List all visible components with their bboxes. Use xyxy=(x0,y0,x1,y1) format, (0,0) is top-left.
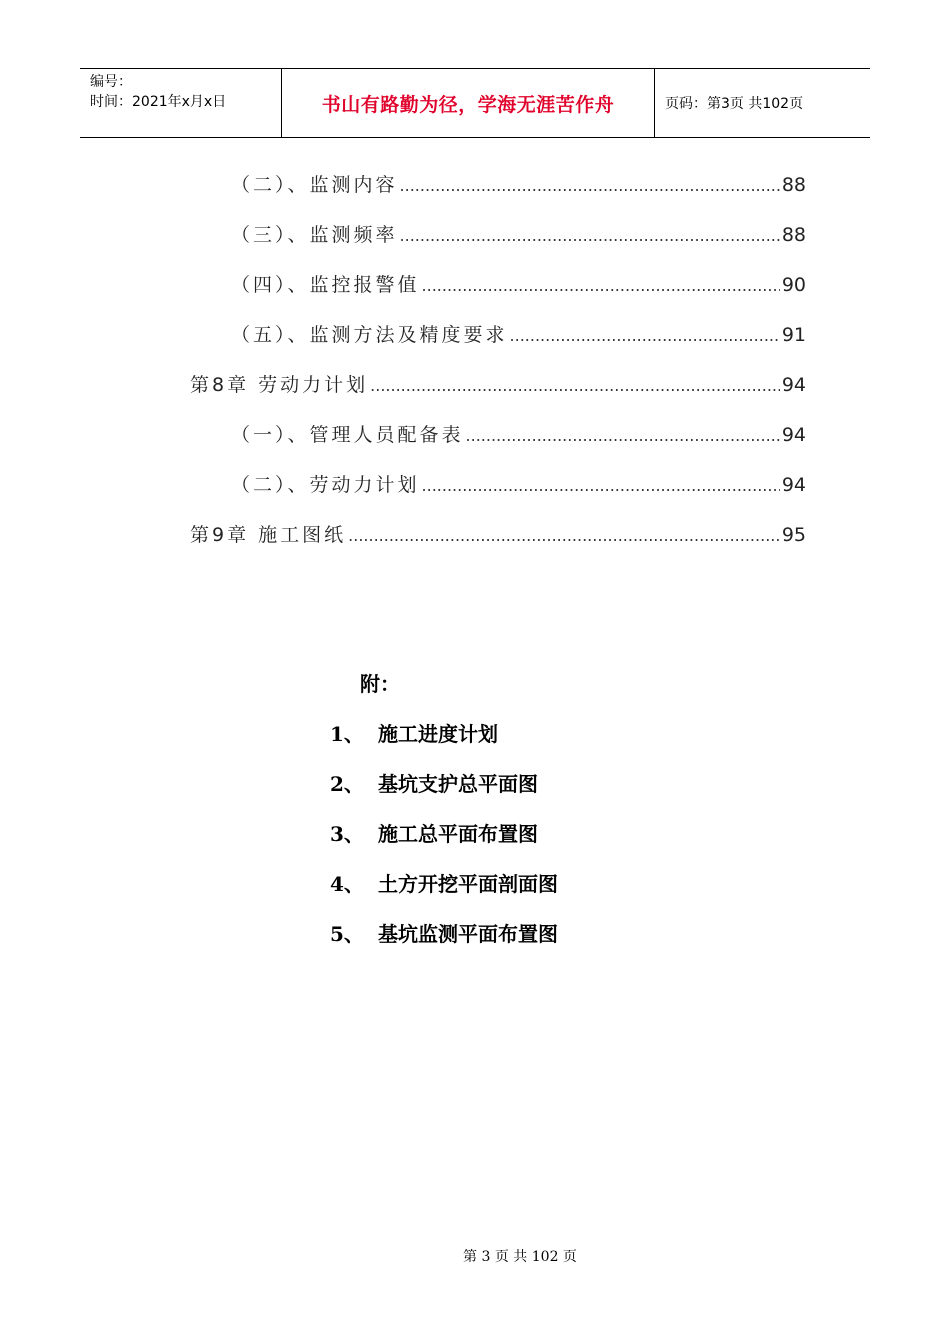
toc-chapter[interactable] xyxy=(190,370,806,397)
appendix-title: 附： xyxy=(360,672,400,696)
toc-leader xyxy=(348,526,780,545)
toc-entry[interactable] xyxy=(231,470,806,497)
appendix-item-number: 2、 xyxy=(330,772,364,796)
toc-entry[interactable] xyxy=(231,170,806,197)
footer-page-number: 第 3 页 共 102 页 xyxy=(463,1249,577,1265)
appendix-item-text: 土方开挖平面剖面图 xyxy=(378,872,558,896)
toc-chapter[interactable] xyxy=(190,520,806,547)
appendix-item xyxy=(330,818,538,847)
toc-leader xyxy=(370,376,780,395)
toc-entry[interactable] xyxy=(231,320,806,347)
toc-leader xyxy=(400,226,780,245)
appendix-item-text: 基坑支护总平面图 xyxy=(378,772,538,796)
toc-entry-label: （四）、监控报警值 xyxy=(231,274,420,296)
appendix-item-number: 4、 xyxy=(330,872,364,896)
page-header xyxy=(80,68,870,138)
page-footer xyxy=(0,1246,950,1266)
header-motto: 书山有路勤为径，学海无涯苦作舟 xyxy=(282,69,655,137)
appendix-item xyxy=(330,768,538,797)
toc-entry-page: 88 xyxy=(781,224,806,246)
number-label: 编号： xyxy=(90,74,132,90)
toc-leader xyxy=(510,326,780,345)
appendix-item-text: 施工进度计划 xyxy=(378,722,498,746)
toc-leader xyxy=(400,176,780,195)
appendix-item xyxy=(330,868,558,897)
appendix-item xyxy=(330,718,498,747)
toc-entry-label: （二）、劳动力计划 xyxy=(231,474,420,496)
appendix-item-number: 5、 xyxy=(330,922,364,946)
toc-entry-label: 第9章 施工图纸 xyxy=(190,524,347,546)
toc-leader xyxy=(466,426,780,445)
header-page-info: 页码：第3页 共102页 xyxy=(665,96,804,112)
appendix-item-number: 1、 xyxy=(330,722,364,746)
appendix-item xyxy=(330,918,558,947)
appendix-item-text: 施工总平面布置图 xyxy=(378,822,538,846)
toc-entry-label: （一）、管理人员配备表 xyxy=(231,424,464,446)
appendix-item-number: 3、 xyxy=(330,822,364,846)
toc-entry-page: 91 xyxy=(781,324,806,346)
toc-entry[interactable] xyxy=(231,270,806,297)
toc-leader xyxy=(422,476,780,495)
toc-entry[interactable] xyxy=(231,220,806,247)
toc-entry-page: 90 xyxy=(781,274,806,296)
toc-entry-page: 94 xyxy=(781,374,806,396)
toc-entry-label: （三）、监测频率 xyxy=(231,224,398,246)
toc-entry-label: （五）、监测方法及精度要求 xyxy=(231,324,508,346)
toc-entry-page: 95 xyxy=(781,524,806,546)
toc-entry-page: 94 xyxy=(781,474,806,496)
header-meta xyxy=(80,69,282,137)
toc-entry-page: 88 xyxy=(781,174,806,196)
appendix-item-text: 基坑监测平面布置图 xyxy=(378,922,558,946)
toc-entry-page: 94 xyxy=(781,424,806,446)
toc-entry[interactable] xyxy=(231,420,806,447)
toc-entry-label: 第8章 劳动力计划 xyxy=(190,374,369,396)
toc-leader xyxy=(422,276,780,295)
toc-entry-label: （二）、监测内容 xyxy=(231,174,398,196)
time-label: 时间：2021年x月x日 xyxy=(90,94,227,110)
